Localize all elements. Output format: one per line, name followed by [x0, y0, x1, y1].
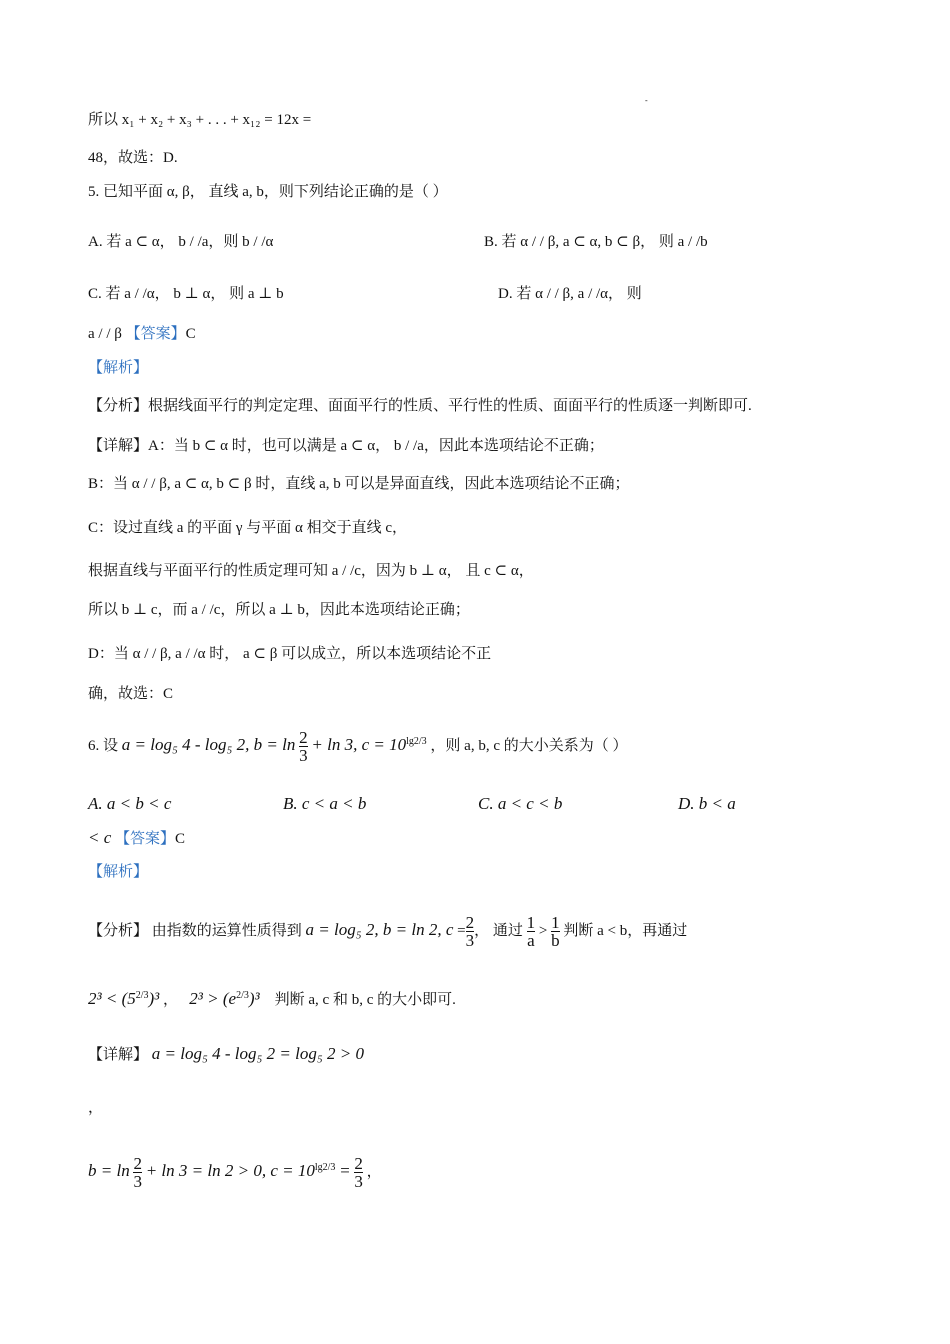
q6-fenxi-judge: 判断 a < b，再通过: [563, 923, 688, 939]
q5-option-b: B. 若 α / / β, a ⊂ α, b ⊂ β， 则 a / /b: [484, 234, 708, 250]
q5-option-a: A. 若 a ⊂ α， b / /a，则 b / /α: [88, 234, 274, 250]
q5-detail-c2: 根据直线与平面平行的性质定理可知 a / /c，因为 b ⊥ α， 且 c ⊂ α，: [88, 563, 534, 579]
q6-fenxi-tag: 【分析】: [88, 923, 149, 939]
xiangjie-tag: 【详解】: [88, 438, 149, 454]
q6-answer-tag: 【答案】: [115, 831, 176, 847]
line-answer: 48，故选：D.: [88, 150, 178, 166]
q5-fenxi: [88, 396, 752, 416]
q6-answer-value: C: [175, 831, 186, 847]
q6-fenxi-frac: $\frac{2}{3}$: [465, 913, 475, 951]
q6-exponent: lg2/3: [406, 736, 427, 747]
fenxi-text: 根据线面平行的判定定理、面面平行的性质、平行性的性质、面面平行的性质逐一判断即可.: [148, 398, 752, 414]
q6-option-b: B. c < a < b: [283, 794, 367, 813]
q6-detail-comma: ，: [88, 1100, 104, 1116]
q5-option-d-end: a / / β: [88, 326, 122, 342]
q6-detail-1: [88, 1044, 364, 1065]
q6-option-a: A. a < b < c: [88, 794, 172, 813]
q5-option-d: D. 若 α / / β, a / /α， 则: [498, 286, 642, 302]
q6-detail-2: b = ln $\frac{2}{3}$ + ln 3 = ln 2 > 0, $c = 10^{lg2/3}$ = $\frac{2}{3}$ ，: [88, 1154, 382, 1192]
q5-detail-d2: 确，故选：C: [88, 686, 174, 702]
q6-fenxi: 【分析】 由指数的运算性质得到 a = log₅ 2, b = ln 2, c = $\frac{2}{3}$ ， 通过 $\frac{1}{a}$ > $\frac{1}{b}$ 判断 a < b，再通过: [88, 913, 688, 951]
q5-detail-d1: D：当 α / / β, a / /α 时， a ⊂ β 可以成立，所以本选项结论不正: [88, 646, 492, 662]
q6-detail-2-frac2: $\frac{2}{3}$: [354, 1154, 363, 1192]
q6-stem-mid: + ln 3, c = 10: [311, 735, 407, 754]
frac-num: 2: [299, 728, 308, 748]
q5-detail-c3: 所以 b ⊥ c，而 a / /c，所以 a ⊥ b，因此本选项结论正确；: [88, 602, 470, 618]
q6-detail-1-text: a = log₅ 4 - log₅ 2 = log₅ 2 > 0: [151, 1044, 364, 1063]
q5-analysis-tag: 【解析】: [88, 360, 149, 376]
q6-fenxi-ineq: $2^3 < (5^{2/3})^3$ ， $2^3 > (e^{2/3})^3$ 判断 a, c 和 b, c 的大小即可.: [88, 989, 456, 1008]
q6-ineq-1: 2³ < (5: [88, 989, 136, 1008]
q6-detail-2-b: b = ln: [88, 1161, 130, 1180]
q6-answer-line: [88, 828, 185, 849]
q6-detail-2-eq: =: [339, 1161, 351, 1180]
q6-ineq-2: 2³ > (e: [189, 989, 237, 1008]
q5-detail-a: [88, 436, 604, 456]
detail-a-text: A：当 b ⊂ α 时，也可以满是 a ⊂ α， b / /a，因此本选项结论不正确；: [148, 438, 604, 454]
q6-stem-pre: 6. 设: [88, 738, 119, 754]
q6-detail-2-mid: + ln 3 = ln 2 > 0, c = 10: [145, 1161, 315, 1180]
answer-tag: 【答案】: [125, 326, 186, 342]
line-sum: 所以 x₁ + x₂ + x₃ + . . . + x₁₂ = 12x =: [88, 112, 312, 128]
q6-fenxi-text: 由指数的运算性质得到: [151, 923, 302, 939]
q6-xiangjie-tag: 【详解】: [88, 1047, 149, 1063]
fenxi-tag: 【分析】: [88, 398, 149, 414]
q6-analysis-tag: 【解析】: [88, 864, 149, 880]
q6-stem: [88, 722, 627, 766]
q6-detail-2-frac: $\frac{2}{3}$: [133, 1154, 142, 1192]
answer-value: C: [185, 326, 196, 342]
frac-den: 3: [299, 746, 308, 766]
q6-frac-one-a: $\frac{1}{a}$: [526, 913, 536, 951]
q6-fenxi-expr: a = log₅ 2, b = ln 2, c: [305, 920, 454, 939]
q6-detail-2-end: ，: [366, 1164, 382, 1180]
q5-option-c: C. 若 a / /α， b ⊥ α， 则 a ⊥ b: [88, 286, 284, 302]
header-mark: -: [645, 96, 648, 105]
q5-detail-c1: C：设过直线 a 的平面 γ 与平面 α 相交于直线 c，: [88, 520, 408, 536]
q6-option-d-end: < c: [88, 828, 112, 847]
q6-stem-a: a = log₅ 4 - log₅ 2, b = ln: [121, 735, 296, 754]
q6-option-d: D. b < a: [678, 794, 736, 813]
q5-answer-line: [88, 324, 196, 344]
q6-frac-one-b: $\frac{1}{b}$: [551, 913, 560, 951]
q6-fenxi-tongguo: 通过: [492, 923, 523, 939]
q5-detail-b: B：当 α / / β, a ⊂ α, b ⊂ β 时，直线 a, b 可以是异面直线，因此本选项结论不正确；: [88, 476, 630, 492]
q6-fenxi-end: 判断 a, c 和 b, c 的大小即可.: [274, 992, 456, 1008]
q6-fraction: [299, 729, 308, 764]
q5-stem: 5. 已知平面 α, β， 直线 a, b，则下列结论正确的是（ ）: [88, 184, 448, 200]
q6-stem-post: ，则 a, b, c 的大小关系为（ ）: [430, 738, 628, 754]
q6-option-c: C. a < c < b: [478, 794, 563, 813]
